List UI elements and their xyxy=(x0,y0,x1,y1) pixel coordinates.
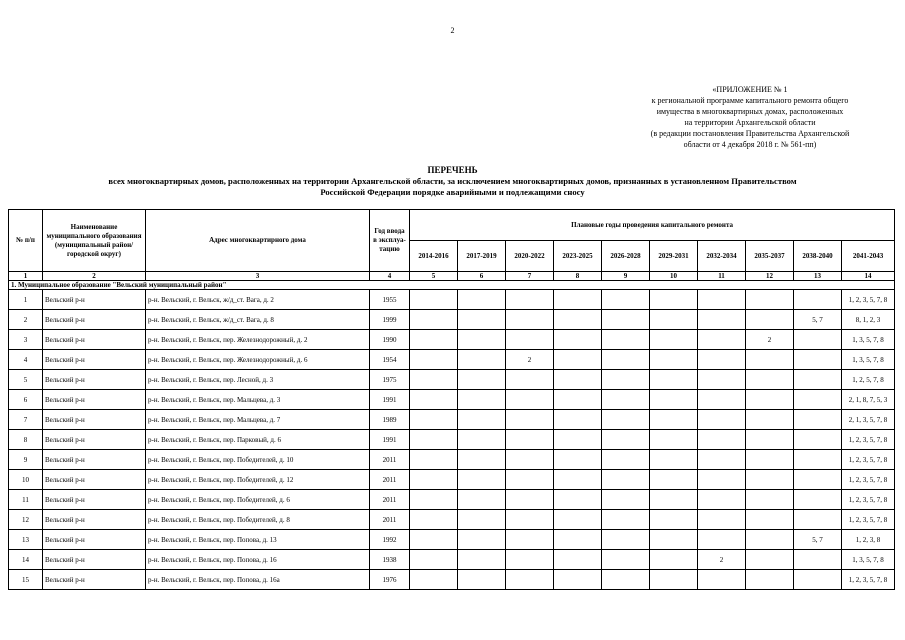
row-period-cell xyxy=(410,570,458,590)
appendix-line: области от 4 декабря 2018 г. № 561-пп) xyxy=(683,140,817,149)
row-period-cell xyxy=(650,390,698,410)
row-number: 14 xyxy=(9,550,43,570)
row-period-cell xyxy=(650,410,698,430)
row-year: 2011 xyxy=(370,450,410,470)
row-period-cell xyxy=(746,290,794,310)
row-period-cell xyxy=(602,310,650,330)
row-period-cell xyxy=(698,470,746,490)
row-period-cell xyxy=(602,570,650,590)
row-period-cell xyxy=(506,490,554,510)
row-period-cell: 1, 2, 3, 5, 7, 8 xyxy=(842,570,895,590)
row-number: 10 xyxy=(9,470,43,490)
row-period-cell xyxy=(602,470,650,490)
row-address: р-н. Вельский, г. Вельск, пер. Попова, д. 13 xyxy=(146,530,370,550)
row-period-cell xyxy=(698,510,746,530)
table-row xyxy=(9,330,895,350)
row-municipality: Вельский р-н xyxy=(43,530,146,550)
row-period-cell xyxy=(554,370,602,390)
header-period: 2020-2022 xyxy=(506,241,554,272)
header-period: 2032-2034 xyxy=(698,241,746,272)
row-period-cell: 5, 7 xyxy=(794,530,842,550)
row-period-cell xyxy=(458,290,506,310)
row-period-cell xyxy=(554,510,602,530)
appendix-line: «ПРИЛОЖЕНИЕ № 1 xyxy=(712,85,788,94)
row-period-cell xyxy=(506,290,554,310)
table-row xyxy=(9,350,895,370)
row-period-cell: 2 xyxy=(746,330,794,350)
row-period-cell xyxy=(794,430,842,450)
row-period-cell xyxy=(746,530,794,550)
row-period-cell xyxy=(746,470,794,490)
title-line: всех многоквартирных домов, расположенных на территории Архангельской области, за исключением многоквартирных домов, признанных в установленном Правительством xyxy=(108,176,797,186)
row-year: 1991 xyxy=(370,430,410,450)
row-period-cell xyxy=(650,330,698,350)
row-period-cell xyxy=(458,550,506,570)
row-period-cell xyxy=(602,390,650,410)
row-year: 1976 xyxy=(370,570,410,590)
table-row xyxy=(9,530,895,550)
row-period-cell xyxy=(602,350,650,370)
row-address: р-н. Вельский, г. Вельск, пер. Мальцева, д. 7 xyxy=(146,410,370,430)
column-number: 12 xyxy=(746,272,794,281)
page-number: 2 xyxy=(450,26,455,35)
row-period-cell: 5, 7 xyxy=(794,310,842,330)
row-period-cell xyxy=(410,550,458,570)
row-number: 15 xyxy=(9,570,43,590)
row-period-cell xyxy=(410,290,458,310)
row-period-cell xyxy=(410,330,458,350)
row-municipality: Вельский р-н xyxy=(43,470,146,490)
row-period-cell xyxy=(650,290,698,310)
row-address: р-н. Вельский, г. Вельск, пер. Попова, д. 16 xyxy=(146,550,370,570)
row-period-cell xyxy=(506,530,554,550)
row-period-cell xyxy=(410,310,458,330)
column-number: 8 xyxy=(554,272,602,281)
row-address: р-н. Вельский, г. Вельск, пер. Победителей, д. 6 xyxy=(146,490,370,510)
row-period-cell xyxy=(746,490,794,510)
row-number: 2 xyxy=(9,310,43,330)
row-municipality: Вельский р-н xyxy=(43,490,146,510)
title-line: Российской Федерации порядке аварийными и подлежащими сносу xyxy=(320,187,585,197)
row-period-cell xyxy=(506,470,554,490)
row-period-cell xyxy=(506,510,554,530)
header-period: 2041-2043 xyxy=(842,241,895,272)
table-row xyxy=(9,310,895,330)
row-period-cell xyxy=(698,490,746,510)
row-period-cell: 2, 1, 8, 7, 5, 3 xyxy=(842,390,895,410)
row-period-cell xyxy=(650,370,698,390)
row-period-cell xyxy=(506,390,554,410)
row-period-cell xyxy=(506,370,554,390)
row-year: 1992 xyxy=(370,530,410,550)
row-address: р-н. Вельский, г. Вельск, ж/д_ст. Вага, д. 8 xyxy=(146,310,370,330)
row-period-cell xyxy=(698,430,746,450)
row-period-cell xyxy=(410,510,458,530)
row-period-cell xyxy=(458,430,506,450)
row-period-cell xyxy=(746,570,794,590)
row-period-cell xyxy=(746,410,794,430)
row-year: 1955 xyxy=(370,290,410,310)
row-period-cell xyxy=(794,490,842,510)
appendix-line: имущества в многоквартирных домах, расположенных xyxy=(656,107,844,116)
column-number: 9 xyxy=(602,272,650,281)
row-period-cell xyxy=(554,410,602,430)
row-municipality: Вельский р-н xyxy=(43,550,146,570)
row-municipality: Вельский р-н xyxy=(43,290,146,310)
row-address: р-н. Вельский, г. Вельск, пер. Победителей, д. 12 xyxy=(146,470,370,490)
row-municipality: Вельский р-н xyxy=(43,450,146,470)
row-period-cell: 2 xyxy=(506,350,554,370)
row-period-cell xyxy=(554,530,602,550)
row-period-cell xyxy=(554,570,602,590)
row-period-cell xyxy=(458,570,506,590)
row-address: р-н. Вельский, г. Вельск, пер. Железнодорожный, д. 6 xyxy=(146,350,370,370)
row-address: р-н. Вельский, г. Вельск, ж/д_ст. Вага, д. 2 xyxy=(146,290,370,310)
row-year: 1999 xyxy=(370,310,410,330)
row-number: 3 xyxy=(9,330,43,350)
row-period-cell xyxy=(794,350,842,370)
row-period-cell xyxy=(602,410,650,430)
row-municipality: Вельский р-н xyxy=(43,430,146,450)
row-number: 13 xyxy=(9,530,43,550)
column-number: 6 xyxy=(458,272,506,281)
row-period-cell xyxy=(650,490,698,510)
row-period-cell xyxy=(794,450,842,470)
table-row xyxy=(9,390,895,410)
row-municipality: Вельский р-н xyxy=(43,410,146,430)
row-period-cell xyxy=(794,570,842,590)
row-period-cell xyxy=(554,330,602,350)
appendix-block xyxy=(585,84,905,150)
row-period-cell: 2 xyxy=(698,550,746,570)
row-period-cell: 1, 2, 3, 5, 7, 8 xyxy=(842,430,895,450)
row-period-cell xyxy=(554,550,602,570)
row-period-cell: 1, 2, 3, 5, 7, 8 xyxy=(842,470,895,490)
column-number: 10 xyxy=(650,272,698,281)
row-year: 1989 xyxy=(370,410,410,430)
row-address: р-н. Вельский, г. Вельск, пер. Железнодорожный, д. 2 xyxy=(146,330,370,350)
row-number: 4 xyxy=(9,350,43,370)
row-period-cell xyxy=(458,510,506,530)
row-period-cell xyxy=(554,350,602,370)
row-municipality: Вельский р-н xyxy=(43,370,146,390)
row-period-cell xyxy=(458,370,506,390)
row-period-cell xyxy=(698,330,746,350)
row-period-cell xyxy=(650,310,698,330)
document-title xyxy=(0,165,905,198)
row-period-cell xyxy=(794,390,842,410)
header-period: 2014-2016 xyxy=(410,241,458,272)
row-period-cell xyxy=(410,390,458,410)
appendix-line: к региональной программе капитального ремонта общего xyxy=(651,96,849,105)
row-year: 1975 xyxy=(370,370,410,390)
header-period: 2017-2019 xyxy=(458,241,506,272)
row-period-cell xyxy=(554,450,602,470)
table-row xyxy=(9,490,895,510)
row-period-cell xyxy=(506,310,554,330)
row-period-cell xyxy=(698,290,746,310)
row-period-cell xyxy=(698,390,746,410)
row-period-cell xyxy=(554,290,602,310)
row-period-cell: 8, 1, 2, 3 xyxy=(842,310,895,330)
row-period-cell xyxy=(746,310,794,330)
row-period-cell xyxy=(410,450,458,470)
row-period-cell xyxy=(458,350,506,370)
column-number: 2 xyxy=(43,272,146,281)
table-row xyxy=(9,470,895,490)
row-period-cell xyxy=(554,310,602,330)
row-period-cell xyxy=(698,530,746,550)
row-period-cell xyxy=(410,530,458,550)
row-period-cell xyxy=(410,490,458,510)
column-number: 4 xyxy=(370,272,410,281)
row-period-cell xyxy=(698,450,746,470)
header-period: 2026-2028 xyxy=(602,241,650,272)
row-period-cell xyxy=(458,410,506,430)
row-period-cell xyxy=(602,530,650,550)
header-period: 2029-2031 xyxy=(650,241,698,272)
table-row xyxy=(9,290,895,310)
column-number: 5 xyxy=(410,272,458,281)
row-period-cell xyxy=(458,330,506,350)
row-period-cell xyxy=(506,410,554,430)
row-number: 11 xyxy=(9,490,43,510)
row-period-cell xyxy=(794,410,842,430)
row-address: р-н. Вельский, г. Вельск, пер. Парковый, д. 6 xyxy=(146,430,370,450)
appendix-line: на территории Архангельской области xyxy=(684,118,816,127)
row-period-cell xyxy=(410,430,458,450)
row-number: 8 xyxy=(9,430,43,450)
row-period-cell xyxy=(602,430,650,450)
row-period-cell xyxy=(410,470,458,490)
row-municipality: Вельский р-н xyxy=(43,510,146,530)
table-row xyxy=(9,430,895,450)
row-municipality: Вельский р-н xyxy=(43,310,146,330)
row-number: 6 xyxy=(9,390,43,410)
table-row xyxy=(9,450,895,470)
row-period-cell: 2, 1, 3, 5, 7, 8 xyxy=(842,410,895,430)
row-period-cell xyxy=(458,310,506,330)
row-period-cell xyxy=(554,390,602,410)
row-period-cell: 1, 2, 5, 7, 8 xyxy=(842,370,895,390)
row-period-cell xyxy=(602,550,650,570)
header-period: 2035-2037 xyxy=(746,241,794,272)
column-number: 13 xyxy=(794,272,842,281)
row-period-cell xyxy=(458,530,506,550)
row-period-cell xyxy=(554,430,602,450)
row-period-cell xyxy=(602,510,650,530)
row-period-cell xyxy=(650,350,698,370)
row-number: 9 xyxy=(9,450,43,470)
row-period-cell: 1, 2, 3, 5, 7, 8 xyxy=(842,490,895,510)
row-address: р-н. Вельский, г. Вельск, пер. Победителей, д. 10 xyxy=(146,450,370,470)
row-period-cell xyxy=(602,330,650,350)
row-municipality: Вельский р-н xyxy=(43,570,146,590)
row-period-cell xyxy=(410,370,458,390)
row-period-cell xyxy=(602,490,650,510)
row-municipality: Вельский р-н xyxy=(43,350,146,370)
header-planned-years: Плановые годы проведения капитального ремонта xyxy=(410,210,895,241)
row-period-cell xyxy=(506,450,554,470)
row-period-cell xyxy=(698,410,746,430)
column-number: 11 xyxy=(698,272,746,281)
row-number: 1 xyxy=(9,290,43,310)
row-municipality: Вельский р-н xyxy=(43,330,146,350)
row-period-cell: 1, 2, 3, 8 xyxy=(842,530,895,550)
row-address: р-н. Вельский, г. Вельск, пер. Победителей, д. 8 xyxy=(146,510,370,530)
row-period-cell xyxy=(458,490,506,510)
column-number: 14 xyxy=(842,272,895,281)
row-year: 1954 xyxy=(370,350,410,370)
row-period-cell xyxy=(794,550,842,570)
row-number: 12 xyxy=(9,510,43,530)
header-period: 2038-2040 xyxy=(794,241,842,272)
row-period-cell xyxy=(602,290,650,310)
row-period-cell xyxy=(698,350,746,370)
row-number: 7 xyxy=(9,410,43,430)
row-period-cell xyxy=(506,550,554,570)
row-period-cell xyxy=(410,410,458,430)
row-period-cell xyxy=(794,330,842,350)
row-period-cell xyxy=(794,510,842,530)
row-address: р-н. Вельский, г. Вельск, пер. Лесной, д. 3 xyxy=(146,370,370,390)
row-period-cell xyxy=(746,430,794,450)
header-period: 2023-2025 xyxy=(554,241,602,272)
column-number: 3 xyxy=(146,272,370,281)
row-address: р-н. Вельский, г. Вельск, пер. Мальцева, д. 3 xyxy=(146,390,370,410)
row-period-cell xyxy=(602,450,650,470)
row-period-cell xyxy=(794,290,842,310)
row-period-cell: 1, 2, 3, 5, 7, 8 xyxy=(842,510,895,530)
row-number: 5 xyxy=(9,370,43,390)
row-period-cell xyxy=(746,510,794,530)
row-period-cell: 1, 2, 3, 5, 7, 8 xyxy=(842,450,895,470)
row-period-cell xyxy=(650,570,698,590)
row-year: 1938 xyxy=(370,550,410,570)
row-period-cell xyxy=(506,430,554,450)
row-period-cell xyxy=(746,370,794,390)
table-row xyxy=(9,510,895,530)
row-period-cell xyxy=(746,390,794,410)
title-heading: ПЕРЕЧЕНЬ xyxy=(427,165,478,175)
header-municipality: Наименование муниципального образования (муниципальный район/городской округ) xyxy=(43,210,146,272)
header-year: Год ввода в эксплуа-тацию xyxy=(370,210,410,272)
row-period-cell xyxy=(650,510,698,530)
row-period-cell xyxy=(458,470,506,490)
row-period-cell xyxy=(746,350,794,370)
row-period-cell xyxy=(794,370,842,390)
row-period-cell xyxy=(554,470,602,490)
row-period-cell xyxy=(794,470,842,490)
column-number: 7 xyxy=(506,272,554,281)
row-period-cell xyxy=(698,370,746,390)
row-year: 2011 xyxy=(370,470,410,490)
row-period-cell: 1, 2, 3, 5, 7, 8 xyxy=(842,290,895,310)
column-number: 1 xyxy=(9,272,43,281)
row-period-cell xyxy=(410,350,458,370)
header-num: № п/п xyxy=(9,210,43,272)
row-period-cell xyxy=(458,390,506,410)
row-period-cell xyxy=(506,570,554,590)
row-period-cell xyxy=(650,430,698,450)
row-period-cell xyxy=(458,450,506,470)
row-period-cell xyxy=(506,330,554,350)
row-year: 1990 xyxy=(370,330,410,350)
row-period-cell xyxy=(650,550,698,570)
row-period-cell xyxy=(602,370,650,390)
table-row xyxy=(9,550,895,570)
row-year: 2011 xyxy=(370,490,410,510)
buildings-table xyxy=(8,209,895,590)
row-period-cell xyxy=(554,490,602,510)
row-period-cell: 1, 3, 5, 7, 8 xyxy=(842,330,895,350)
row-period-cell: 1, 3, 5, 7, 8 xyxy=(842,550,895,570)
row-period-cell xyxy=(698,570,746,590)
section-header: 1. Муниципальное образование "Вельский муниципальный район" xyxy=(9,281,895,290)
row-period-cell xyxy=(650,530,698,550)
row-address: р-н. Вельский, г. Вельск, пер. Попова, д. 16а xyxy=(146,570,370,590)
table-row xyxy=(9,410,895,430)
appendix-line: (в редакции постановления Правительства Архангельской xyxy=(650,129,850,138)
row-year: 2011 xyxy=(370,510,410,530)
row-period-cell: 1, 3, 5, 7, 8 xyxy=(842,350,895,370)
row-year: 1991 xyxy=(370,390,410,410)
row-period-cell xyxy=(650,470,698,490)
table-row xyxy=(9,370,895,390)
table-row xyxy=(9,570,895,590)
header-address: Адрес многоквартирного дома xyxy=(146,210,370,272)
row-period-cell xyxy=(746,550,794,570)
row-period-cell xyxy=(746,450,794,470)
row-municipality: Вельский р-н xyxy=(43,390,146,410)
row-period-cell xyxy=(650,450,698,470)
row-period-cell xyxy=(698,310,746,330)
